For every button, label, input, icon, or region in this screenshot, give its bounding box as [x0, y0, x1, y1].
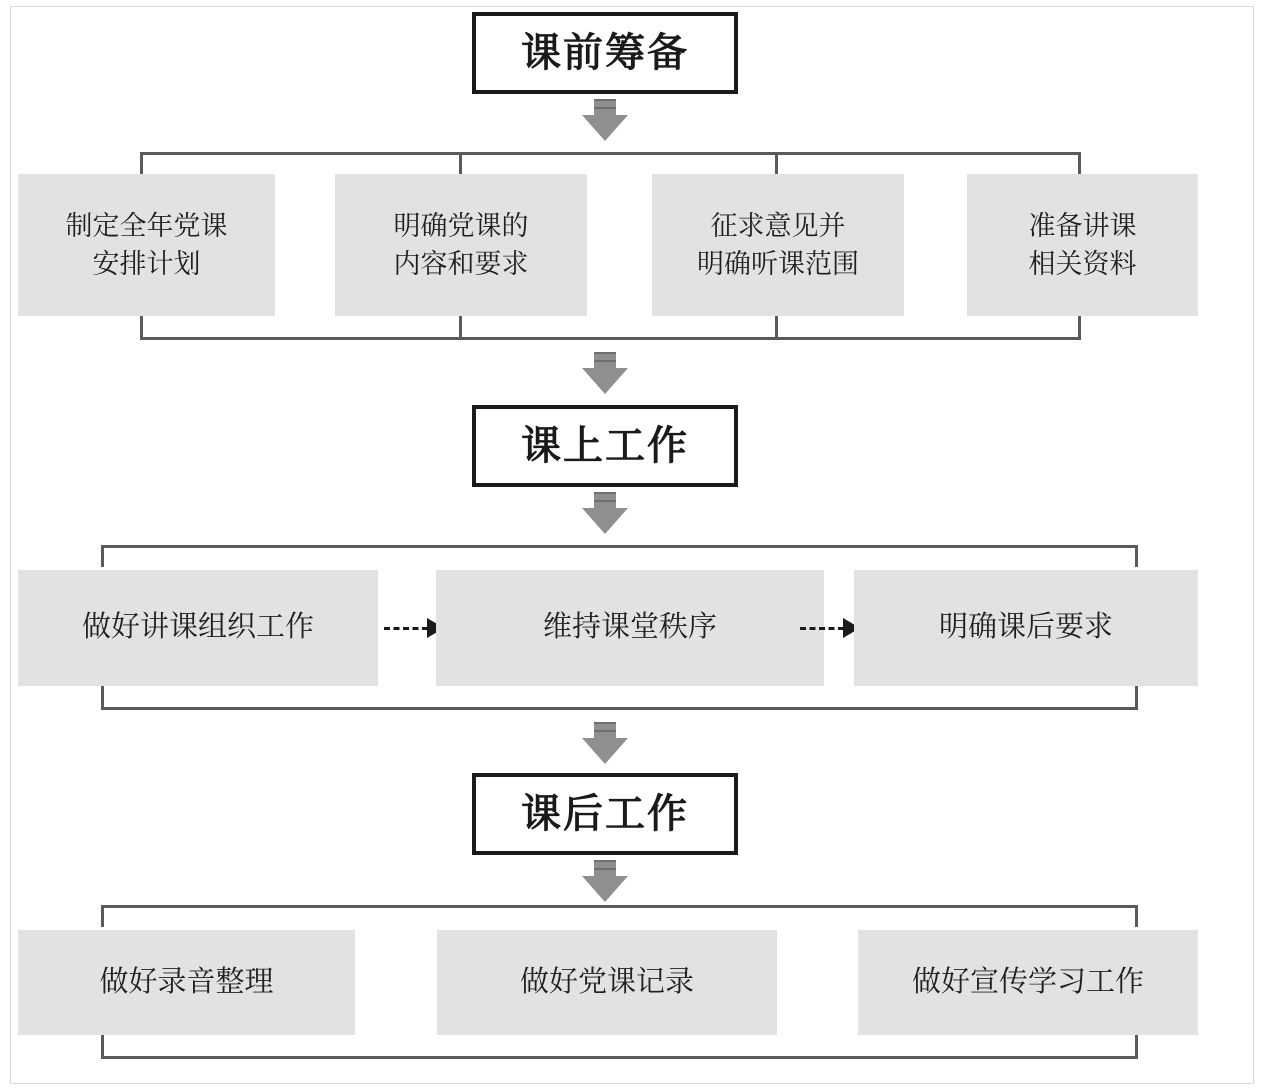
bracket-bottom-stage-1	[140, 316, 1081, 340]
stage-title-2-label: 课上工作	[521, 424, 689, 468]
stage1-item-2-line2: 内容和要求	[393, 249, 529, 279]
stage1-item-3	[652, 174, 904, 316]
stage1-item-3-line2: 明确听课范围	[697, 249, 859, 279]
down-arrow-icon-2	[582, 352, 628, 394]
bracket-top-stage-1	[140, 152, 1081, 174]
stage1-item-3-line1: 征求意见并	[710, 210, 846, 241]
stage3-item-1-label: 做好录音整理	[99, 965, 274, 998]
stage-title-1-label: 课前筹备	[521, 31, 689, 75]
stage2-item-3	[854, 570, 1198, 686]
stage2-item-3-label: 明确课后要求	[938, 611, 1113, 644]
bracket-top-stage-2	[101, 545, 1138, 567]
bracket-bottom-stage-3	[101, 1035, 1138, 1059]
down-arrow-icon-1	[582, 99, 628, 141]
bracket-top-stage-3	[101, 905, 1138, 927]
stage1-item-1-line2: 安排计划	[92, 249, 201, 279]
dashed-right-arrow-icon-1	[384, 619, 444, 637]
stage2-item-1	[18, 570, 378, 686]
stage3-item-3	[858, 930, 1198, 1035]
stage1-item-4-line2: 相关资料	[1028, 249, 1137, 279]
stage2-item-1-label: 做好讲课组织工作	[81, 611, 314, 644]
stage-title-3-label: 课后工作	[521, 792, 689, 836]
bracket-stub-1c	[459, 316, 462, 340]
bracket-stub-1a	[459, 152, 462, 174]
stage2-item-2-label: 维持课堂秩序	[542, 611, 717, 644]
dashed-right-arrow-icon-2	[800, 619, 860, 637]
down-arrow-icon-4	[582, 722, 628, 764]
down-arrow-icon-3	[582, 492, 628, 534]
stage3-item-2	[437, 930, 777, 1035]
stage3-item-3-label: 做好宣传学习工作	[911, 965, 1144, 998]
stage-title-3	[472, 773, 738, 855]
stage1-item-2-line1: 明确党课的	[393, 210, 529, 241]
stage1-item-4-line1: 准备讲课	[1028, 210, 1137, 241]
stage3-item-1	[18, 930, 355, 1035]
stage1-item-1-line1: 制定全年党课	[65, 210, 228, 241]
stage1-item-4	[967, 174, 1198, 316]
stage3-item-2-label: 做好党课记录	[519, 965, 694, 998]
bracket-stub-1d	[775, 316, 778, 340]
down-arrow-icon-5	[582, 860, 628, 902]
stage1-item-2	[335, 174, 587, 316]
stage-title-1	[472, 12, 738, 94]
stage-title-2	[472, 405, 738, 487]
stage1-item-1	[18, 174, 275, 316]
bracket-bottom-stage-2	[101, 686, 1138, 710]
stage2-item-2	[436, 570, 824, 686]
bracket-stub-1b	[775, 152, 778, 174]
